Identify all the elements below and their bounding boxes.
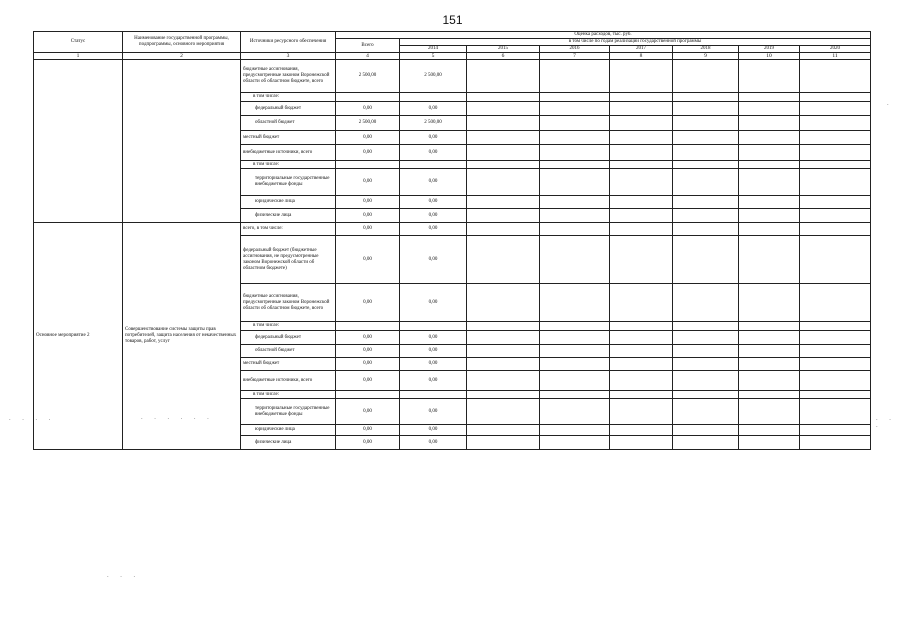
header-year: 2016 bbox=[540, 46, 610, 53]
total-cell: 0,00 bbox=[336, 102, 400, 116]
table-row bbox=[34, 60, 871, 93]
total-cell bbox=[336, 322, 400, 331]
total-cell: 0,00 bbox=[336, 236, 400, 284]
source-cell: бюджетные ассигнования, предусмотренные законом Воронежской области об областном бюджете, всего bbox=[241, 60, 336, 93]
table-row bbox=[34, 223, 871, 236]
total-cell: 0,00 bbox=[336, 223, 400, 236]
header-year: 2014 bbox=[400, 46, 467, 53]
source-cell: юридические лица bbox=[241, 425, 336, 436]
name-cell bbox=[123, 60, 241, 223]
status-cell: Основное мероприятие 2 bbox=[34, 223, 123, 450]
total-cell bbox=[336, 161, 400, 169]
source-cell: федеральный бюджет (бюджетные ассигнования, не предусмотренные законом Воронежской области об областном бюджете) bbox=[241, 236, 336, 284]
column-number: 1 bbox=[34, 53, 123, 60]
year-2014-cell: 0,00 bbox=[400, 236, 467, 284]
scan-artifact: . . . . . . bbox=[140, 414, 213, 421]
source-cell: всего, в том числе: bbox=[241, 223, 336, 236]
column-number: 2 bbox=[123, 53, 241, 60]
year-2014-cell bbox=[400, 93, 467, 102]
year-2014-cell: 0,00 bbox=[400, 399, 467, 425]
source-cell: местный бюджет bbox=[241, 131, 336, 145]
year-2014-cell: 0,00 bbox=[400, 209, 467, 223]
scan-artifact: . . . . bbox=[8, 415, 55, 422]
source-cell: физические лица bbox=[241, 436, 336, 450]
column-number: 9 bbox=[673, 53, 739, 60]
source-cell: территориальные государственные внебюджетные фонды bbox=[241, 169, 336, 196]
total-cell: 0,00 bbox=[336, 169, 400, 196]
source-cell: местный бюджет bbox=[241, 358, 336, 371]
column-number: 10 bbox=[739, 53, 800, 60]
source-cell: областной бюджет bbox=[241, 345, 336, 358]
year-2014-cell bbox=[400, 322, 467, 331]
header-year: 2018 bbox=[673, 46, 739, 53]
year-2014-cell: 0,00 bbox=[400, 345, 467, 358]
source-cell: территориальные государственные внебюджетные фонды bbox=[241, 399, 336, 425]
scan-artifact: . . . bbox=[106, 572, 140, 579]
source-cell: в том числе: bbox=[241, 93, 336, 102]
total-cell: 2 500,00 bbox=[336, 60, 400, 93]
year-2014-cell: 2 500,00 bbox=[400, 116, 467, 131]
total-cell: 0,00 bbox=[336, 145, 400, 161]
column-number: 5 bbox=[400, 53, 467, 60]
year-2014-cell: 0,00 bbox=[400, 425, 467, 436]
column-number: 8 bbox=[610, 53, 673, 60]
year-2014-cell: 0,00 bbox=[400, 358, 467, 371]
source-cell: федеральный бюджет bbox=[241, 331, 336, 345]
source-cell: физические лица bbox=[241, 209, 336, 223]
header-year: 2020 bbox=[800, 46, 871, 53]
source-cell: в том числе: bbox=[241, 322, 336, 331]
source-cell: юридические лица bbox=[241, 196, 336, 209]
total-cell: 0,00 bbox=[336, 131, 400, 145]
header-total: Всего bbox=[336, 39, 400, 53]
total-cell: 0,00 bbox=[336, 425, 400, 436]
total-cell: 0,00 bbox=[336, 345, 400, 358]
header-estimate: Оценка расходов, тыс. руб. bbox=[336, 32, 871, 39]
expense-estimate-table bbox=[33, 31, 871, 450]
year-2014-cell bbox=[400, 391, 467, 399]
column-number-row bbox=[34, 53, 871, 60]
header-year: 2017 bbox=[610, 46, 673, 53]
header-by-years: в том числе по годам реализации государственной программы bbox=[400, 39, 871, 46]
year-2014-cell: 0,00 bbox=[400, 371, 467, 391]
column-number: 11 bbox=[800, 53, 871, 60]
source-cell: в том числе: bbox=[241, 391, 336, 399]
total-cell: 0,00 bbox=[336, 371, 400, 391]
header-status: Статус bbox=[34, 32, 123, 53]
total-cell: 0,00 bbox=[336, 436, 400, 450]
source-cell: внебюджетные источники, всего bbox=[241, 371, 336, 391]
column-number: 6 bbox=[467, 53, 540, 60]
source-cell: в том числе: bbox=[241, 161, 336, 169]
year-2014-cell: 0,00 bbox=[400, 131, 467, 145]
total-cell bbox=[336, 93, 400, 102]
source-cell: областной бюджет bbox=[241, 116, 336, 131]
year-2014-cell: 0,00 bbox=[400, 145, 467, 161]
total-cell: 0,00 bbox=[336, 399, 400, 425]
name-cell: Совершенствование системы защиты прав потребителей, защита населения от некачественных товаров, работ, услуг bbox=[123, 223, 241, 450]
year-2014-cell: 0,00 bbox=[400, 223, 467, 236]
scan-artifact: . . . bbox=[875, 415, 895, 429]
status-cell bbox=[34, 60, 123, 223]
year-2014-cell bbox=[400, 161, 467, 169]
header-name: Наименование государственной программы, подпрограммы, основного мероприятия bbox=[123, 32, 241, 53]
column-number: 4 bbox=[336, 53, 400, 60]
column-number: 3 bbox=[241, 53, 336, 60]
year-2014-cell: 0,00 bbox=[400, 169, 467, 196]
total-cell: 0,00 bbox=[336, 331, 400, 345]
year-2014-cell: 2 500,00 bbox=[400, 60, 467, 93]
total-cell: 0,00 bbox=[336, 284, 400, 322]
total-cell bbox=[336, 391, 400, 399]
total-cell: 2 500,00 bbox=[336, 116, 400, 131]
header-source: Источники ресурсного обеспечения bbox=[241, 32, 336, 53]
source-cell: внебюджетные источники, всего bbox=[241, 145, 336, 161]
page-number: 151 bbox=[442, 13, 463, 27]
year-2014-cell: 0,00 bbox=[400, 196, 467, 209]
year-2014-cell: 0,00 bbox=[400, 102, 467, 116]
header-year: 2015 bbox=[467, 46, 540, 53]
source-cell: бюджетные ассигнования, предусмотренные законом Воронежской области об областном бюджете, всего bbox=[241, 284, 336, 322]
total-cell: 0,00 bbox=[336, 209, 400, 223]
total-cell: 0,00 bbox=[336, 358, 400, 371]
year-2014-cell: 0,00 bbox=[400, 436, 467, 450]
scan-artifact: . bbox=[886, 100, 893, 107]
header-year: 2019 bbox=[739, 46, 800, 53]
column-number: 7 bbox=[540, 53, 610, 60]
total-cell: 0,00 bbox=[336, 196, 400, 209]
source-cell: федеральный бюджет bbox=[241, 102, 336, 116]
year-2014-cell: 0,00 bbox=[400, 331, 467, 345]
year-2014-cell: 0,00 bbox=[400, 284, 467, 322]
